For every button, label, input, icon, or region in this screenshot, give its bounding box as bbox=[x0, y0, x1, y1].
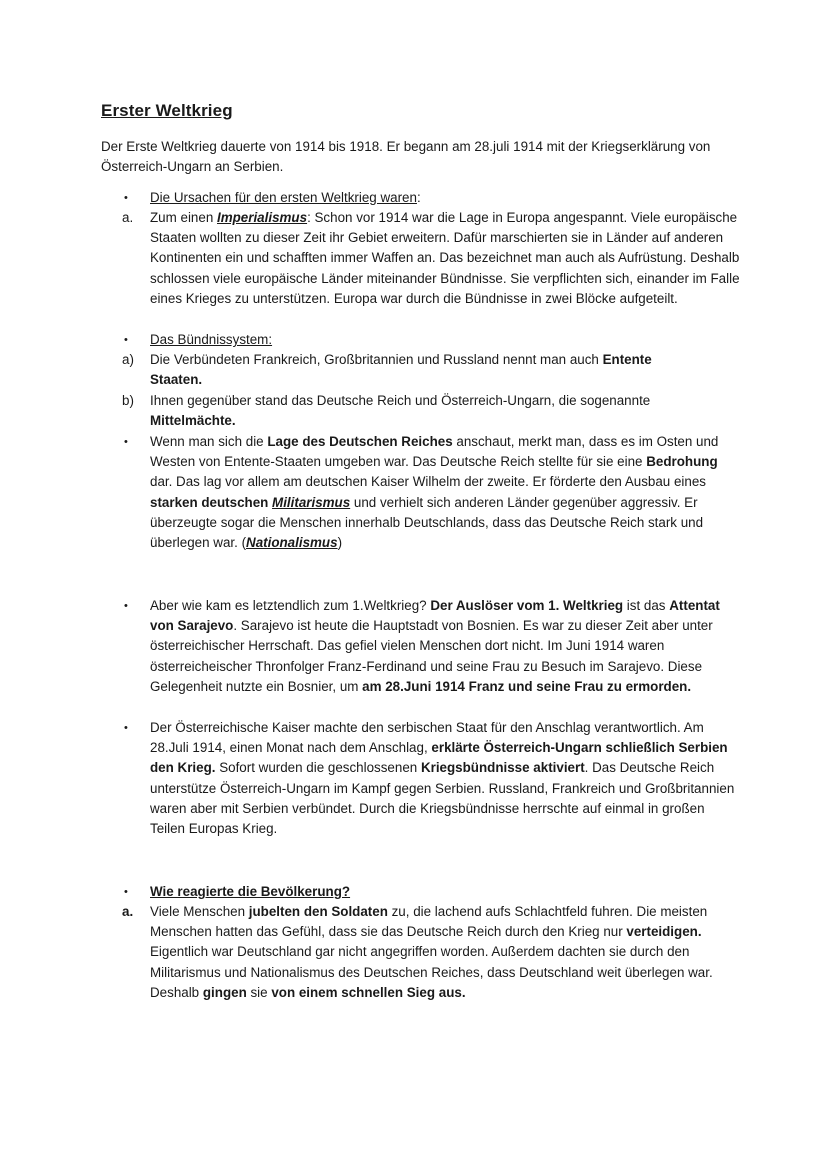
term-nationalismus: Nationalismus bbox=[246, 535, 338, 551]
causes-heading: Die Ursachen für den ersten Weltkrieg waren bbox=[150, 190, 417, 205]
bullet-marker: • bbox=[124, 192, 128, 204]
imperialism-paragraph: Zum einen Imperialismus: Schon vor 1914 war die Lage in Europa angespannt. Viele europäische Staaten wollten zu dieser Zeit ihr Gebiet erweitern. Dafür marschierten sie in Länder auf anderen Kontinenten ein und schafften immer Waffen an. Das bezeichnet man auch als Aufrüstung. Deshalb schlossen viele europäische Länder miteinander Bündnisse. Sie verpflichten sich, einander im Falle eines Krieges zu unterstützen. Europa war durch die Bündnisse in zwei Blöcke aufgeteilt. bbox=[150, 210, 740, 306]
bullet-marker: • bbox=[124, 436, 128, 448]
entente-paragraph: Die Verbündeten Frankreich, Großbritannien und Russland nennt man auch Entente Staaten. bbox=[150, 352, 652, 388]
declaration-paragraph: Der Österreichische Kaiser machte den serbischen Staat für den Anschlag verantwortlich. Am 28.Juli 1914, einen Monat nach dem Anschlag, erklärte Österreich-Ungarn schließlich Serbien den Krieg. Sofort wurden die geschlossenen Kriegsbündnisse aktiviert. Das Deutsche Reich unterstütze Österreich-Ungarn im Kampf gegen Serbien. Russland, Frankreich und Großbritannien waren aber mit Serbien verbündet. Durch die Kriegsbündnisse herrschte auf einmal in großen Teilen Europas Krieg. bbox=[150, 720, 735, 837]
sarajevo-paragraph: Aber wie kam es letztendlich zum 1.Weltkrieg? Der Auslöser vom 1. Weltkrieg ist das Attentat von Sarajevo. Sarajevo ist heute die Hauptstadt von Bosnien. Es war zu dieser Zeit aber unter österreichischer Herrschaft. Das gefiel vielen Menschen dort nicht. Im Juni 1914 waren österreicheischer Thronfolger Franz-Ferdinand und seine Frau zu Besuch im Sarajevo. Diese Gelegenheit nutzte ein Bosnier, um am 28.Juni 1914 Franz und seine Frau zu ermorden. bbox=[150, 598, 720, 694]
entente-term: Entente Staaten. bbox=[150, 352, 652, 388]
list-marker-a: a. bbox=[122, 904, 134, 919]
page-title: Erster Weltkrieg bbox=[101, 101, 233, 120]
alliance-heading: Das Bündnissystem: bbox=[150, 332, 273, 347]
list-marker-a: a. bbox=[122, 210, 134, 225]
central-powers-term: Mittelmächte. bbox=[150, 413, 236, 429]
central-powers-paragraph: Ihnen gegenüber stand das Deutsche Reich und Österreich-Ungarn, die sogenannte Mittelmächte. bbox=[150, 393, 651, 429]
population-paragraph: Viele Menschen jubelten den Soldaten zu, die lachend aufs Schlachtfeld fuhren. Die meisten Menschen hatten das Gefühl, dass sie das Deutsche Reich durch den Krieg nur verteidigen. Eigentlich war Deutschland gar nicht angegriffen worden. Außerdem dachten sie durch den Militarismus und Nationalismus des Deutschen Reiches, dass Deutschland weit überlegen war. Deshalb gingen sie von einem schnellen Sieg aus. bbox=[150, 904, 713, 1000]
term-imperialismus: Imperialismus bbox=[217, 210, 308, 225]
bullet-marker: • bbox=[124, 600, 128, 612]
population-heading: Wie reagierte die Bevölkerung? bbox=[150, 884, 351, 899]
term-militarismus: Militarismus bbox=[272, 494, 351, 510]
bullet-marker: • bbox=[124, 334, 128, 346]
document-page: Erster Weltkrieg Der Erste Weltkrieg dauerte von 1914 bis 1918. Er begann am 28.juli 1914 mit der Kriegserklärung von Österreich-Ungarn an Serbien. • Die Ursachen für den ersten Weltkrieg waren: a. Zum einen Imperialismus: Schon vor 1914 war die Lage in Europa angespannt. Viele europäische Staaten wollten zu dieser Zeit ihr Gebiet erweitern. Dafür marschierten sie in Länder auf anderen Kontinenten ein und schafften immer Waffen an. Das bezeichnet man auch als Aufrüstung. Deshalb schlossen viele europäische Länder miteinander Bündnisse. Sie verpflichten sich, einander im Falle eines Krieges zu unterstützen. Europa war durch die Bündnisse in zwei Blöcke aufgeteilt. • Das Bündnissystem: a) Die Verbündeten Frankreich, Großbritannien und Russland nennt man auch Entente Staaten. b) Ihnen gegenüber stand das Deutsche Reich und Österreich-Ungarn, die sogenannte Mittelmächte. • Wenn man sich die Lage des Deutschen Reiches anschaut, merkt man, dass es im Osten und Westen von Entente-Staaten umgeben war. Das Deutsche Reich stellte für sie eine Bedrohung dar. Das lag vor allem am deutschen Kaiser Wilhelm der zweite. Er förderte den Ausbau eines starken deutschen Militarismus und verhielt sich anderen Länder gegenüber aggressiv. Er überzeugte sogar die Menschen innerhalb Deutschlands, dass das Deutsche Reich stark und überlegen war. (Nationalismus) • Aber wie kam es letztendlich zum 1.Weltkrieg? Der Auslöser vom 1. Weltkrieg ist das Attentat von Sarajevo. Sarajevo ist heute die Hauptstadt von Bosnien. Es war zu dieser Zeit aber unter österreichischer Herrschaft. Das gefiel vielen Menschen dort nicht. Im Juni 1914 waren österreicheischer Thronfolger Franz-Ferdinand und seine Frau zu Besuch im Sarajevo. Diese Gelegenheit nutzte ein Bosnier, um am 28.Juni 1914 Franz und seine Frau zu ermorden. • Der Österreichische Kaiser machte den serbischen Staat für den Anschlag verantwortlich. Am 28.Juli 1914, einen Monat nach dem Anschlag, erklärte Österreich-Ungarn schließlich Serbien den Krieg. Sofort wurden die geschlossenen Kriegsbündnisse aktiviert. Das Deutsche Reich unterstütze Österreich-Ungarn im Kampf gegen Serbien. Russland, Frankreich und Großbritannien waren aber mit Serbien verbündet. Durch die Kriegsbündnisse herrschte auf einmal in großen Teilen Europas Krieg. • Wie reagierte die Bevölkerung? a. Viele Menschen jubelten den Soldaten zu, die lachend aufs Schlachtfeld fuhren. Die meisten Menschen hatten das Gefühl, dass sie das Deutsche Reich durch den Krieg nur verteidigen. Eigentlich war Deutschland gar nicht angegriffen worden. Außerdem dachten sie durch den Militarismus und Nationalismus des Deutschen Reiches, dass Deutschland weit überlegen war. Deshalb gingen sie von einem schnellen Sieg aus. bbox=[0, 0, 828, 1171]
list-marker-b: b) bbox=[122, 393, 134, 408]
intro-paragraph: Der Erste Weltkrieg dauerte von 1914 bis 1918. Er begann am 28.juli 1914 mit der Kriegserklärung von Österreich-Ungarn an Serbien. bbox=[101, 139, 711, 175]
bullet-marker: • bbox=[124, 722, 128, 734]
list-marker-a: a) bbox=[122, 352, 134, 367]
bullet-marker: • bbox=[124, 886, 128, 898]
german-empire-paragraph: Wenn man sich die Lage des Deutschen Reiches anschaut, merkt man, dass es im Osten und Westen von Entente-Staaten umgeben war. Das Deutsche Reich stellte für sie eine Bedrohung dar. Das lag vor allem am deutschen Kaiser Wilhelm der zweite. Er förderte den Ausbau eines starken deutschen Militarismus und verhielt sich anderen Länder gegenüber aggressiv. Er überzeugte sogar die Menschen innerhalb Deutschlands, dass das Deutsche Reich stark und überlegen war. (Nationalismus) bbox=[150, 434, 719, 551]
